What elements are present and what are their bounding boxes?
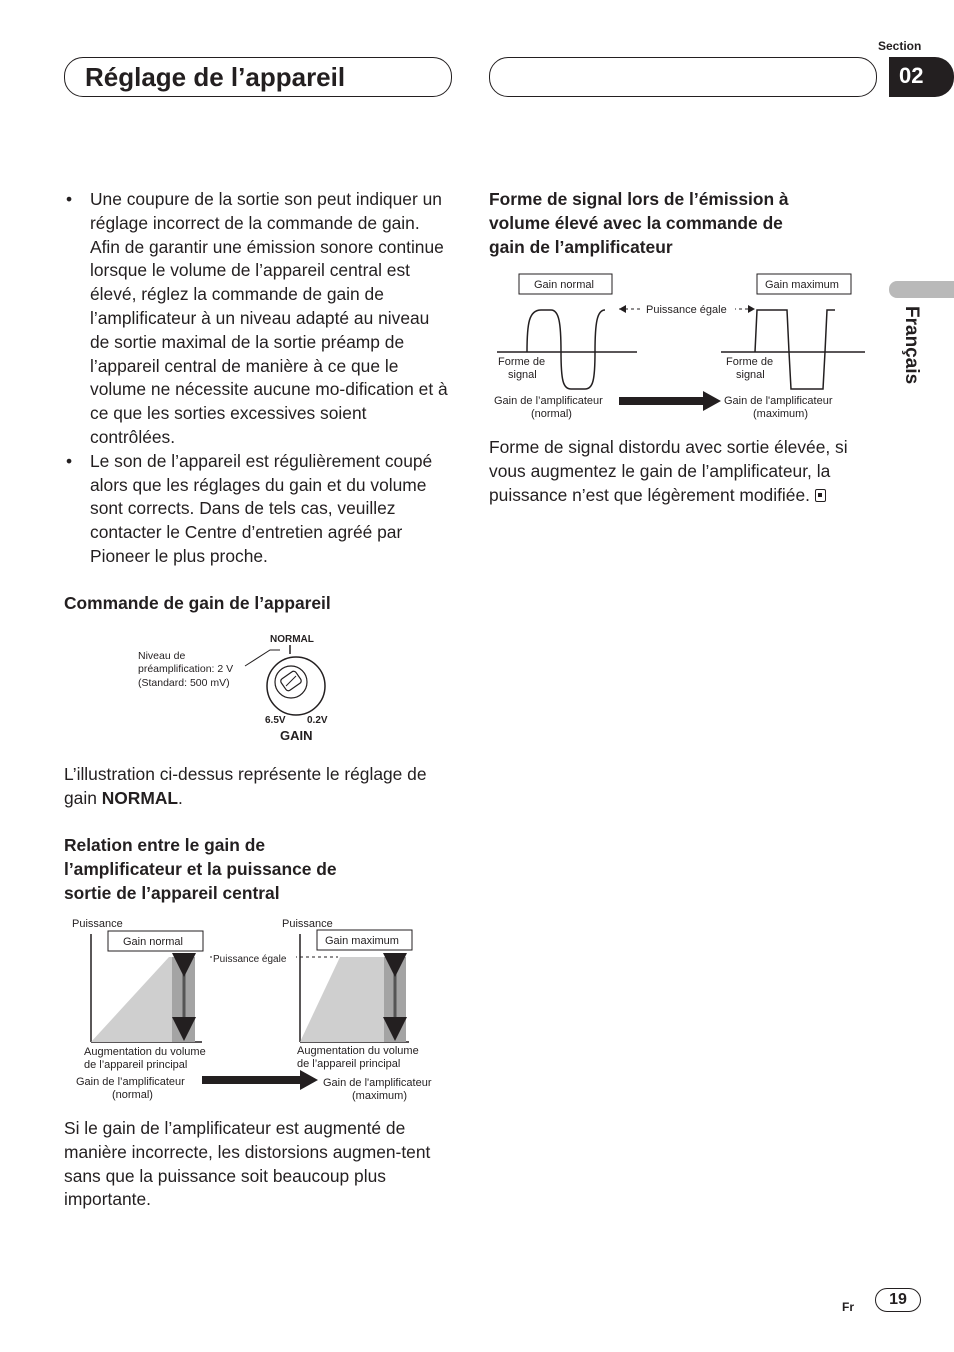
aug-volume-right-2: de l’appareil principal (297, 1058, 401, 1070)
puissance-left-label: Puissance (72, 918, 123, 930)
wave-amp-normal: (normal) (531, 408, 572, 420)
gain-left-value: 6.5V (265, 715, 286, 726)
gain-increase-arrow (202, 1070, 318, 1090)
pointer-line (245, 650, 280, 666)
wave-equal-arrow-right (748, 305, 755, 313)
waveform-heading: Forme de signal lors de l’émission à volume élevé avec la commande de gain de l’amplificateur (489, 189, 789, 257)
wave-gain-maximum-label: Gain maximum (765, 279, 839, 291)
end-mark-icon (815, 489, 826, 502)
wave-gain-normal-label: Gain normal (534, 279, 594, 291)
amp-gain-left: Gain de l’amplificateur (76, 1076, 185, 1088)
amp-maximum: (maximum) (352, 1090, 407, 1102)
language-tab (889, 281, 954, 298)
page-number: 19 (875, 1288, 921, 1312)
relation-caption: Si le gain de l’amplificateur est augmenté de manière incorrecte, les distorsions augmen-tent sans que la puissance soit beaucoup plus importante. (64, 1118, 431, 1210)
wave-amp-gain-left: Gain de l’amplificateur (494, 395, 603, 407)
language-label: Français (901, 306, 922, 385)
puissance-egale-label: Puissance égale (213, 954, 287, 965)
waveform-figure (489, 268, 879, 428)
footer-lang: Fr (842, 1300, 854, 1314)
bullet-item: • Une coupure de la sortie son peut indiquer un réglage incorrect de la commande de gain. Afin de garantir une émission sonore continue lorsque le volume de l’appareil central est élevé, réglez la commande de gain de l’amplificateur à un niveau adapté au niveau de sortie maximal de la sortie préamp de l’appareil central de manière à ce que le volume ne nécessite aucune mo-dification et à ce que les sorties excessives soient contrôlées. (64, 188, 452, 450)
aug-volume-left-2: de l’appareil principal (84, 1059, 188, 1071)
header-blank-box (489, 57, 877, 97)
left-forme-2: signal (508, 369, 537, 381)
page-title-box (64, 57, 452, 97)
normal-label: NORMAL (270, 634, 314, 645)
gain-heading: Commande de gain de l’appareil (64, 593, 331, 613)
relation-heading: Relation entre le gain de l’amplificateur et la puissance de sortie de l’appareil central (64, 835, 337, 903)
relation-figure (64, 912, 454, 1104)
amp-normal: (normal) (112, 1089, 153, 1101)
wave-amp-maximum: (maximum) (753, 408, 808, 420)
right-forme-1: Forme de (726, 356, 774, 368)
section-number: 02 (889, 57, 954, 97)
gain-normal-label: Gain normal (123, 936, 183, 948)
gain-control-figure (130, 628, 350, 748)
puissance-right-label: Puissance (282, 918, 333, 930)
gain-label: GAIN (280, 728, 313, 743)
amp-gain-right: Gain de l'amplificateur (323, 1077, 432, 1089)
aug-volume-left-1: Augmentation du volume (84, 1046, 206, 1058)
right-forme-2: signal (736, 369, 765, 381)
waveform-caption: Forme de signal distordu avec sortie élevée, si vous augmentez le gain de l’amplificateur, la puissance n’est que légèrement modifiée. (489, 437, 848, 505)
preamp-label-line1: Niveau de (138, 650, 186, 662)
gain-caption: L’illustration ci-dessus représente le réglage de gain NORMAL. (64, 764, 427, 808)
bullet-list (64, 188, 452, 569)
gain-right-value: 0.2V (307, 715, 328, 726)
aug-volume-right-1: Augmentation du volume (297, 1045, 419, 1057)
section-label: Section (878, 39, 922, 53)
preamp-label-line3: (Standard: 500 mV) (138, 677, 230, 689)
left-forme-1: Forme de (498, 356, 546, 368)
gain-maximum-label: Gain maximum (325, 935, 399, 947)
wave-puissance-egale: Puissance égale (646, 304, 727, 316)
wave-amp-gain-right: Gain de l'amplificateur (724, 395, 833, 407)
wave-gain-increase-arrow (619, 391, 721, 411)
preamp-label-line2: préamplification: 2 V (138, 663, 234, 675)
page-title: Réglage de l’appareil (85, 62, 346, 92)
wave-equal-arrow-left (619, 305, 626, 313)
bullet-item: • Le son de l’appareil est régulièrement coupé alors que les réglages du gain et du volume sont corrects. Dans de tels cas, veuillez contacter le Centre d’entretien agréé par Pioneer le plus proche. (64, 450, 452, 569)
